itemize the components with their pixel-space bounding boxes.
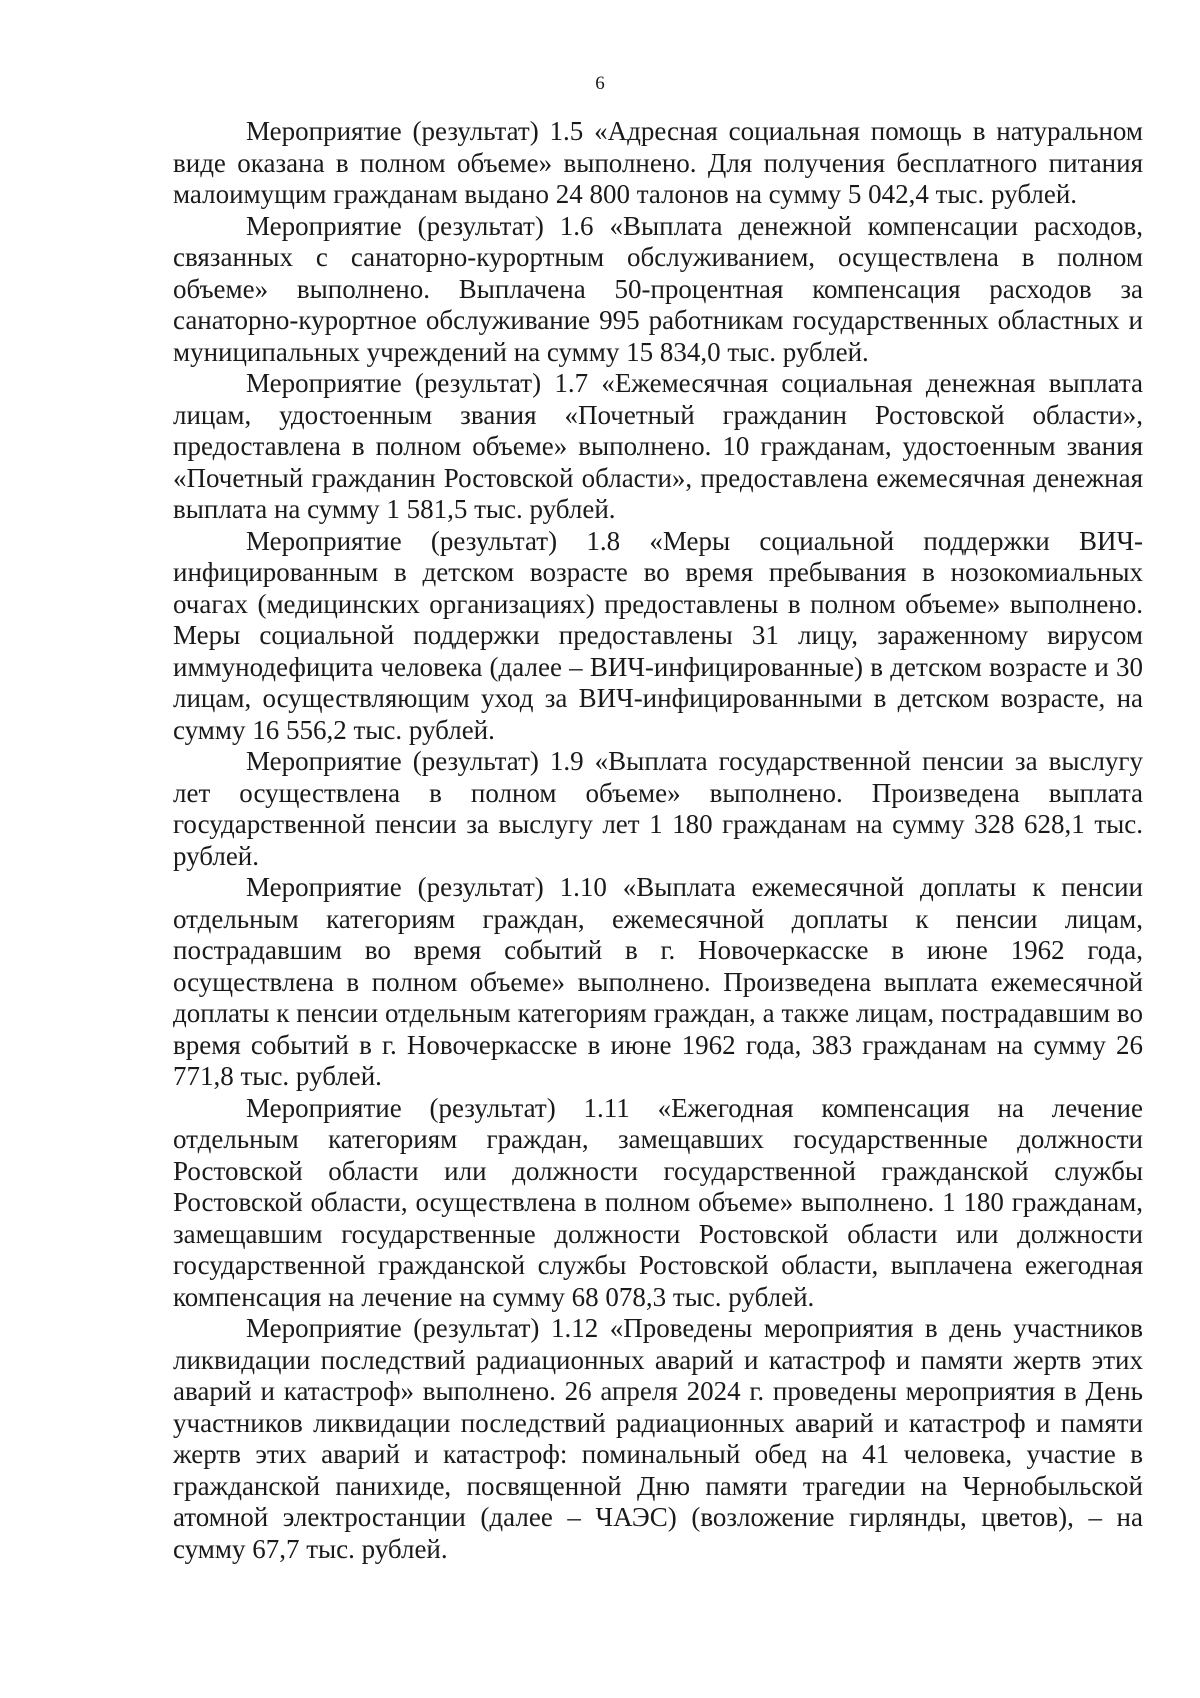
paragraph-measure-1-12: Мероприятие (результат) 1.12 «Проведены мероприятия в день участников ликвидации последствий радиационных аварий и катастроф и памяти жертв этих аварий и катастроф» выполнено. 26 апреля 2024 г. проведены мероприятия в День участников ликвидации последствий радиационных аварий и катастроф и памяти жертв этих аварий и катастроф: поминальный обед на 41 человека, участие в гражданской панихиде, посвященной Дню памяти трагедии на Чернобыльской атомной электростанции (далее – ЧАЭС) (возложение гирлянды, цветов), – на сумму 67,7 тыс. рублей. xyxy=(173,1313,1143,1564)
paragraph-measure-1-6: Мероприятие (результат) 1.6 «Выплата денежной компенсации расходов, связанных с санаторно-курортным обслуживанием, осуществлена в полном объеме» выполнено. Выплачена 50-процентная компенсация расходов за санаторно-курортное обслуживание 995 работникам государственных областных и муниципальных учреждений на сумму 15 834,0 тыс. рублей. xyxy=(173,210,1143,367)
document-body xyxy=(173,116,1143,1565)
page-number: 6 xyxy=(595,73,605,94)
paragraph-measure-1-7: Мероприятие (результат) 1.7 «Ежемесячная социальная денежная выплата лицам, удостоенным звания «Почетный гражданин Ростовской области», предоставлена в полном объеме» выполнено. 10 гражданам, удостоенным звания «Почетный гражданин Ростовской области», предоставлена ежемесячная денежная выплата на сумму 1 581,5 тыс. рублей. xyxy=(173,368,1143,524)
paragraph-measure-1-10: Мероприятие (результат) 1.10 «Выплата ежемесячной доплаты к пенсии отдельным категориям граждан, ежемесячной доплаты к пенсии лицам, пострадавшим во время событий в г. Новочеркасске в июне 1962 года, осуществлена в полном объеме» выполнено. Произведена выплата ежемесячной доплаты к пенсии отдельным категориям граждан, а также лицам, пострадавшим во время событий в г. Новочеркасске в июне 1962 года, 383 гражданам на сумму 26 771,8 тыс. рублей. xyxy=(173,872,1143,1091)
paragraph-measure-1-11: Мероприятие (результат) 1.11 «Ежегодная компенсация на лечение отдельным категориям граждан, замещавших государственные должности Ростовской области или должности государственной гражданской службы Ростовской области, осуществлена в полном объеме» выполнено. 1 180 гражданам, замещавшим государственные должности Ростовской области или должности государственной гражданской службы Ростовской области, выплачена ежегодная компенсация на лечение на сумму 68 078,3 тыс. рублей. xyxy=(173,1092,1143,1312)
paragraph-measure-1-5: Мероприятие (результат) 1.5 «Адресная социальная помощь в натуральном виде оказана в полном объеме» выполнено. Для получения бесплатного питания малоимущим гражданам выдано 24 800 талонов на сумму 5 042,4 тыс. рублей. xyxy=(173,116,1143,209)
paragraph-measure-1-9: Мероприятие (результат) 1.9 «Выплата государственной пенсии за выслугу лет осуществлена в полном объеме» выполнено. Произведена выплата государственной пенсии за выслугу лет 1 180 гражданам на сумму 328 628,1 тыс. рублей. xyxy=(173,746,1143,871)
paragraph-measure-1-8: Мероприятие (результат) 1.8 «Меры социальной поддержки ВИЧ-инфицированным в детском возрасте во время пребывания в нозокомиальных очагах (медицинских организациях) предоставлены в полном объеме» выполнено. Меры социальной поддержки предоставлены 31 лицу, зараженному вирусом иммунодефицита человека (далее – ВИЧ-инфицированные) в детском возрасте и 30 лицам, осуществляющим уход за ВИЧ-инфицированными в детском возрасте, на сумму 16 556,2 тыс. рублей. xyxy=(173,525,1143,745)
